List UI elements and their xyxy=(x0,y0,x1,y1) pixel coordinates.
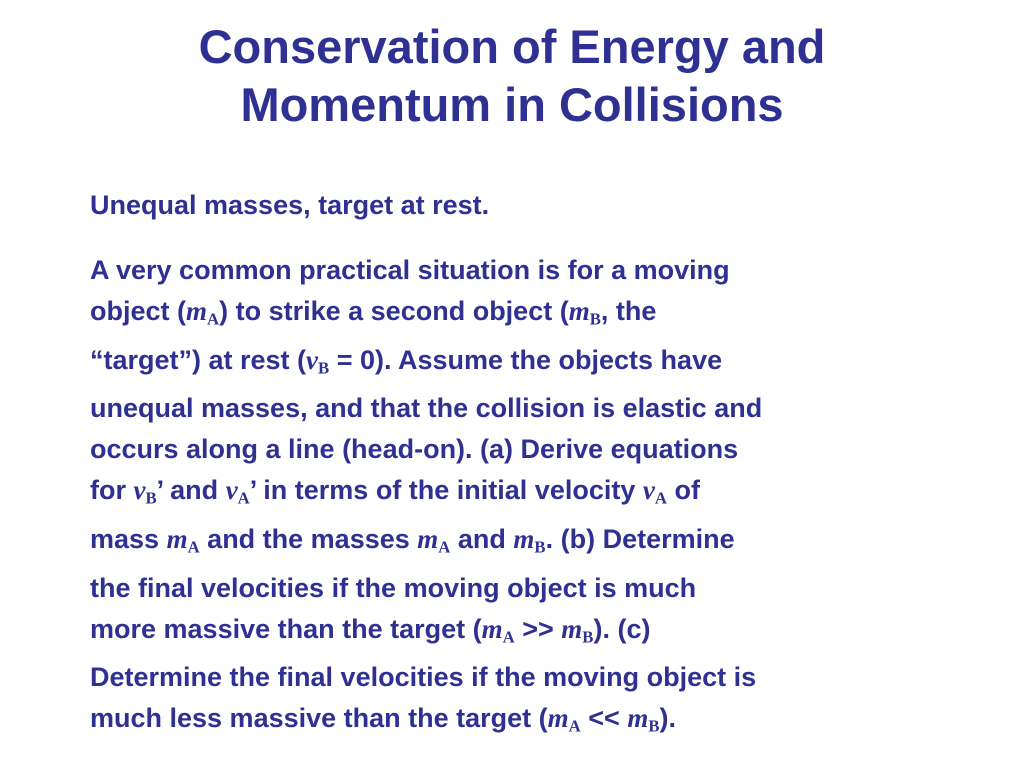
text-fragment: << xyxy=(580,703,628,734)
text-fragment: ). xyxy=(659,703,676,734)
text-line-9 xyxy=(90,609,990,658)
text-line-7 xyxy=(90,519,990,568)
mass-symbol: m xyxy=(561,613,583,644)
text-line-8: the final velocities if the moving object is much xyxy=(90,572,697,603)
text-fragment: and the masses xyxy=(199,524,418,555)
title-line-1: Conservation of Energy and xyxy=(198,20,826,73)
subscript: B xyxy=(648,717,660,737)
subscript: A xyxy=(654,489,667,509)
mass-symbol: m xyxy=(547,703,569,734)
mass-symbol: m xyxy=(627,703,649,734)
slide-title xyxy=(60,18,964,134)
text-fragment: = 0). Assume the objects have xyxy=(329,344,723,375)
mass-symbol: m xyxy=(417,524,439,555)
text-fragment: ) to strike a second object ( xyxy=(219,296,569,326)
text-line-5: occurs along a line (head-on). (a) Derive equations xyxy=(90,434,739,465)
subscript: B xyxy=(318,358,330,378)
text-fragment: “target”) at rest ( xyxy=(90,344,307,375)
text-fragment: much less massive than the target ( xyxy=(90,703,548,734)
text-fragment: ’ in terms of the initial velocity xyxy=(249,475,643,506)
velocity-symbol: v xyxy=(306,344,319,375)
mass-symbol: m xyxy=(186,296,208,326)
subscript: B xyxy=(589,309,601,329)
subscript: A xyxy=(502,627,515,647)
text-fragment: object ( xyxy=(90,296,187,326)
mass-symbol: m xyxy=(513,524,535,555)
subscript: A xyxy=(237,489,250,509)
mass-symbol: m xyxy=(481,613,503,644)
text-fragment: more massive than the target ( xyxy=(90,613,482,644)
slide-subtitle: Unequal masses, target at rest. xyxy=(90,190,490,220)
text-fragment: of xyxy=(666,475,700,506)
subscript: B xyxy=(534,537,546,557)
text-fragment: ’ and xyxy=(156,475,226,506)
velocity-symbol: v xyxy=(225,475,238,506)
text-fragment: >> xyxy=(514,613,562,644)
subscript: A xyxy=(438,537,451,557)
problem-text xyxy=(90,250,990,747)
text-line-4: unequal masses, and that the collision is elastic and xyxy=(90,393,763,424)
subscript: B xyxy=(582,627,594,647)
text-line-6 xyxy=(90,470,990,519)
velocity-symbol: v xyxy=(133,475,146,506)
text-fragment: . (b) Determine xyxy=(545,524,735,555)
mass-symbol: m xyxy=(568,296,590,326)
text-line-1: A very common practical situation is for a moving xyxy=(90,255,730,285)
subscript: A xyxy=(187,537,200,557)
text-fragment: ). (c) xyxy=(593,613,651,644)
text-fragment: , the xyxy=(600,296,657,326)
text-fragment: for xyxy=(90,475,134,506)
text-fragment: and xyxy=(450,524,514,555)
velocity-symbol: v xyxy=(642,475,655,506)
text-fragment: mass xyxy=(90,524,167,555)
subscript: B xyxy=(145,489,157,509)
text-line-11 xyxy=(90,698,990,747)
subscript: A xyxy=(568,717,581,737)
subscript: A xyxy=(207,309,220,329)
text-line-3 xyxy=(90,340,990,389)
text-line-2 xyxy=(90,291,990,340)
mass-symbol: m xyxy=(166,524,188,555)
title-line-2: Momentum in Collisions xyxy=(240,78,784,131)
text-line-10: Determine the final velocities if the moving object is xyxy=(90,662,757,693)
